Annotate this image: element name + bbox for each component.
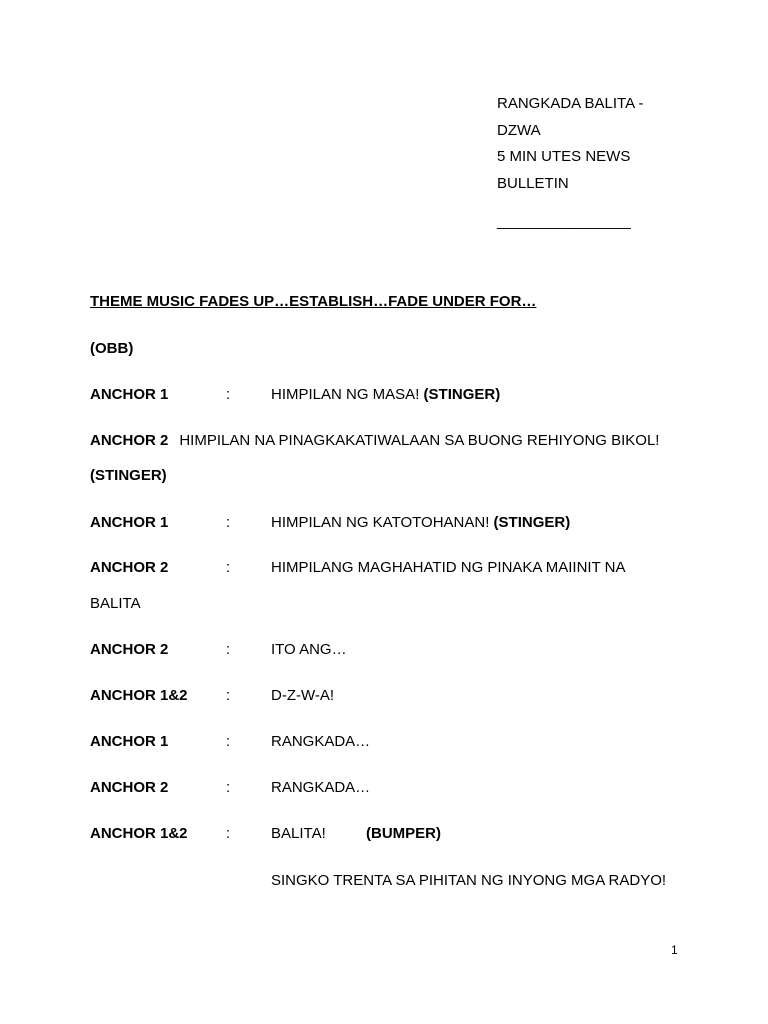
dialog-line [271,386,500,403]
speaker-label: ANCHOR 2 [90,432,169,449]
closing-line: SINGKO TRENTA SA PIHITAN NG INYONG MGA RADYO! [271,872,667,889]
header-line-3: 5 MIN UTES NEWS [497,148,631,165]
dialog-text: RANGKADA… [271,779,371,796]
dialog-continuation: BALITA [90,595,141,612]
header-line-4: BULLETIN [497,174,569,192]
header-line-2: DZWA [497,121,541,139]
colon: : [226,733,231,750]
sound-cue: (STINGER) [493,514,571,531]
intro-cue: THEME MUSIC FADES UP…ESTABLISH…FADE UNDER FOR… [90,293,537,310]
dialog-text: ITO ANG… [271,641,347,658]
speaker-label: ANCHOR 1 [90,514,169,531]
speaker-label: ANCHOR 2 [90,559,169,576]
script-header [497,91,643,197]
dialog-line [90,432,659,449]
page-number: 1 [671,943,678,957]
dialog-line [271,514,570,531]
colon: : [226,386,231,403]
speaker-label: ANCHOR 2 [90,779,169,796]
sound-cue: (BUMPER) [366,825,441,842]
dialog-text: D-Z-W-A! [271,687,335,704]
colon: : [226,641,231,658]
header-line-1: RANGKADA BALITA - [497,95,644,112]
colon: : [226,687,231,704]
speaker-label: ANCHOR 2 [90,641,169,658]
dialog-text: HIMPILAN NA PINAGKAKATIWALAAN SA BUONG REHIYONG BIKOL! [179,432,660,449]
dialog-text: BALITA! [271,825,326,842]
colon: : [226,779,231,796]
speaker-label: ANCHOR 1&2 [90,825,188,842]
dialog-text: HIMPILAN NG MASA! [271,386,424,403]
speaker-label: ANCHOR 1&2 [90,687,188,704]
sound-cue: (STINGER) [423,386,501,403]
colon: : [226,514,231,531]
header-underline: _________________ [497,213,631,230]
dialog-text: HIMPILANG MAGHAHATID NG PINAKA MAIINIT NA [271,559,626,576]
sound-cue: (STINGER) [90,467,167,484]
dialog-text: RANGKADA… [271,733,371,750]
speaker-label: ANCHOR 1 [90,386,169,403]
dialog-text: HIMPILAN NG KATOTOHANAN! [271,514,494,531]
obb-cue: (OBB) [90,340,134,357]
colon: : [226,825,231,842]
colon: : [226,559,231,576]
speaker-label: ANCHOR 1 [90,733,169,750]
